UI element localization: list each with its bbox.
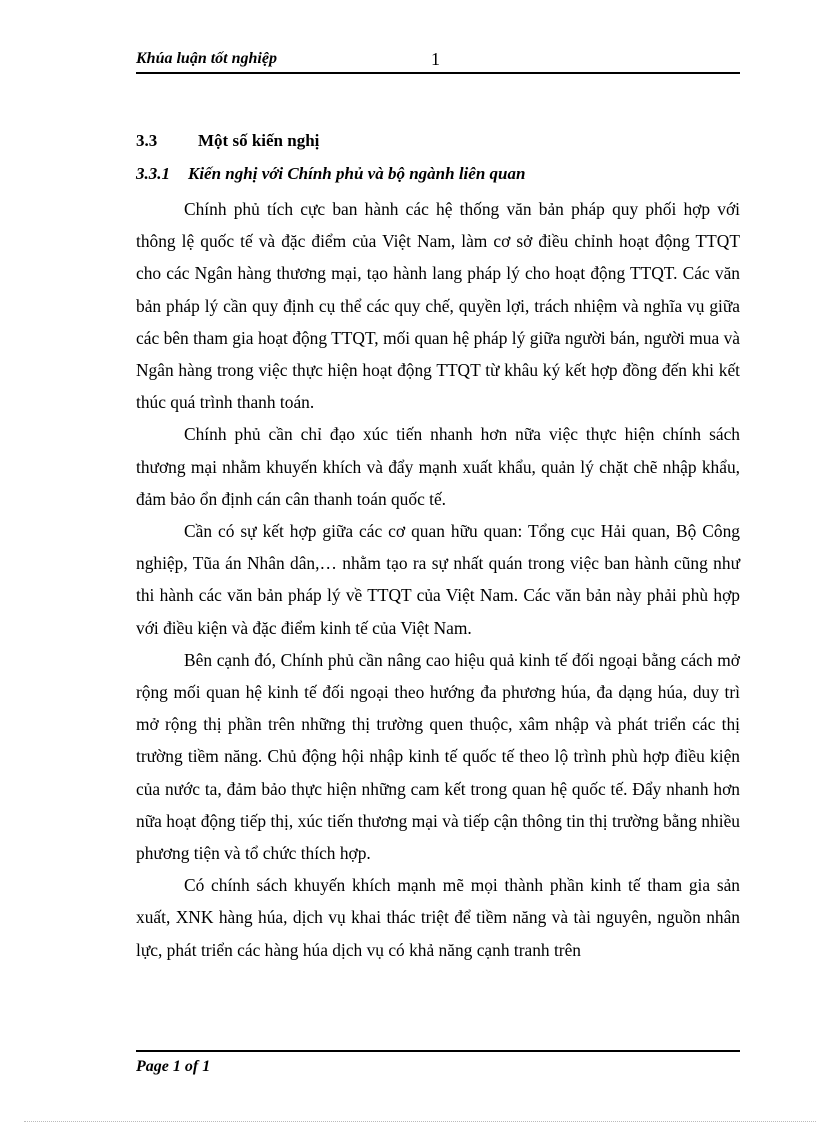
page-footer [136,1050,740,1075]
body-text [136,193,740,966]
paragraph: Cần có sự kết hợp giữa các cơ quan hữu quan: Tổng cục Hải quan, Bộ Công nghiệp, Tũa án Nhân dân,… nhằm tạo ra sự nhất quán trong việc ban hành cũng như thi hành các văn bản pháp lý về TTQT của Việt Nam. Các văn bản này phải phù hợp với điều kiện và đặc điểm kinh tế của Việt Nam. [136,521,740,638]
paragraph: Chính phủ tích cực ban hành các hệ thống văn bản pháp quy phối hợp với thông lệ quốc tế và đặc điểm của Việt Nam, làm cơ sở điều chỉnh hoạt động TTQT cho các Ngân hàng thương mại, tạo hành lang pháp lý cho hoạt động TTQT. Các văn bản pháp lý cần quy định cụ thể các quy chế, quyền lợi, trách nhiệm và nghĩa vụ giữa các bên tham gia hoạt động TTQT, mối quan hệ pháp lý giữa người bán, người mua và Ngân hàng trong việc thực hiện hoạt động TTQT từ khâu ký kết hợp đồng đến khi kết thúc quá trình thanh toán. [136,199,740,413]
paragraph: Có chính sách khuyến khích mạnh mẽ mọi thành phần kinh tế tham gia sản xuất, XNK hàng húa, dịch vụ khai thác triệt để tiềm năng và tài nguyên, nguồn nhân lực, phát triển các hàng húa dịch vụ có khả năng cạnh tranh trên [136,875,740,960]
footer-page-label: Page 1 of 1 [136,1058,211,1075]
paragraph: Chính phủ cần chỉ đạo xúc tiến nhanh hơn nữa việc thực hiện chính sách thương mại nhằm khuyến khích và đẩy mạnh xuất khẩu, quản lý chặt chẽ nhập khẩu, đảm bảo ổn định cán cân thanh toán quốc tế. [136,424,740,509]
section-number: 3.3 [136,131,158,150]
section-heading [136,131,319,151]
header-page-number: 1 [431,49,440,69]
page-edge-divider [24,1121,816,1122]
subsection-number: 3.3.1 [136,164,170,183]
section-title: Một số kiến nghị [198,131,320,150]
page-header [136,48,740,74]
paragraph: Bên cạnh đó, Chính phủ cần nâng cao hiệu quả kinh tế đối ngoại bằng cách mở rộng mối quan hệ kinh tế đối ngoại theo hướng đa phương húa, đa dạng húa, duy trì mở rộng thị phần trên những thị trường quen thuộc, xâm nhập và phát triển các thị trường tiềm năng. Chủ động hội nhập kinh tế quốc tế theo lộ trình phù hợp điều kiện của nước ta, đảm bảo thực hiện những cam kết trong quan hệ quốc tế. Đẩy nhanh hơn nữa hoạt động tiếp thị, xúc tiến thương mại và tiếp cận thông tin thị trường bằng nhiều phương tiện và tổ chức thích hợp. [136,649,740,864]
subsection-heading [136,164,525,184]
header-title: Khúa luận tốt nghiệp [136,50,277,67]
subsection-title: Kiến nghị với Chính phủ và bộ ngành liên quan [188,164,526,183]
